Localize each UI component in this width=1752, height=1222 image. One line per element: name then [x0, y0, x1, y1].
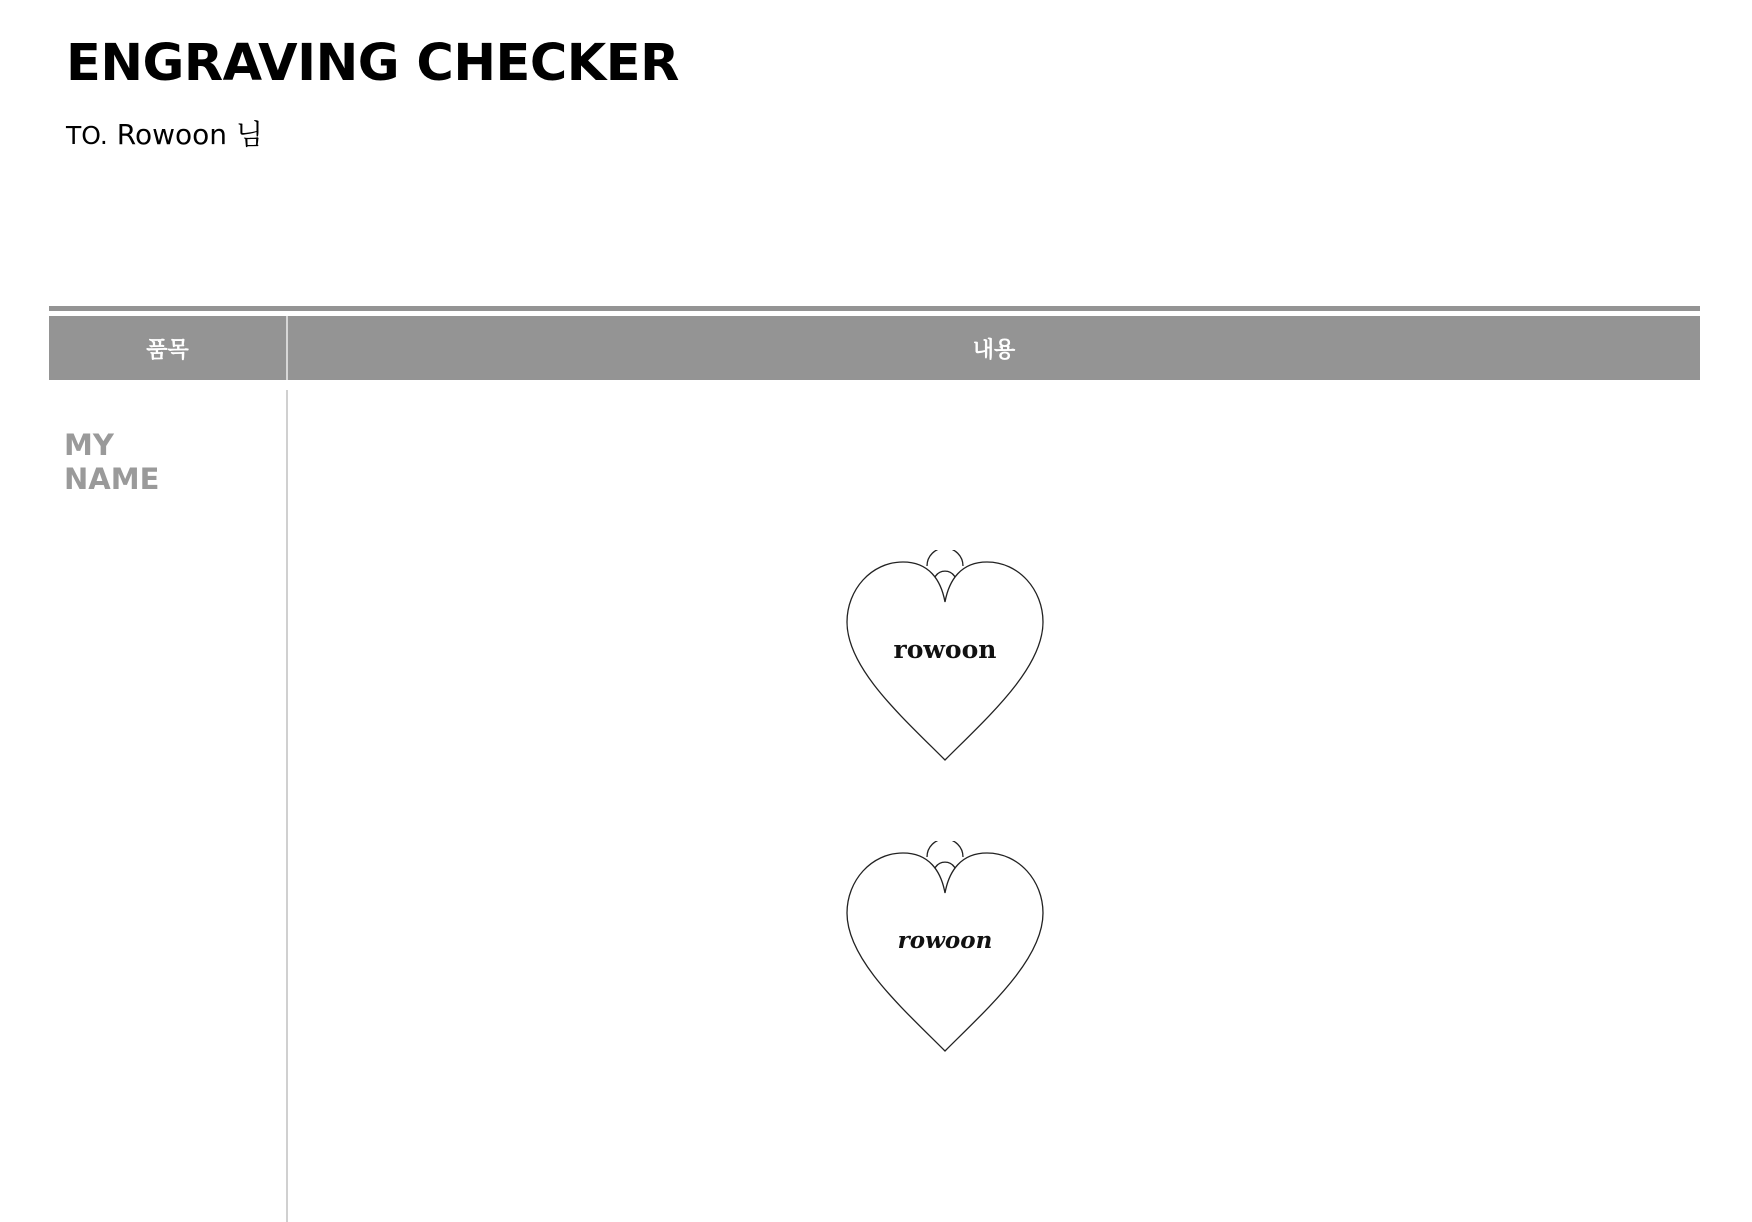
page-title: ENGRAVING CHECKER — [66, 34, 679, 93]
item-label-line-1: MY — [64, 428, 114, 462]
column-divider — [286, 390, 288, 1222]
heart-charm-script — [845, 841, 1045, 1056]
recipient-line — [66, 118, 263, 153]
engraving-text: rowoon — [897, 927, 993, 954]
header-item: 품목 — [49, 316, 288, 380]
header-content: 내용 — [972, 337, 1016, 363]
recipient-name: Rowoon 님 — [116, 118, 263, 151]
item-label-my-name — [64, 428, 274, 496]
engraving-text: rowoon — [893, 635, 997, 664]
item-label-line-2: NAME — [64, 462, 160, 496]
table-top-rule — [49, 306, 1700, 311]
heart-charm-serif — [845, 550, 1045, 765]
table-header-row — [49, 316, 1700, 380]
recipient-prefix: TO. — [66, 121, 108, 150]
heart-charm-icon — [845, 841, 1045, 1056]
heart-charm-icon — [845, 550, 1045, 765]
